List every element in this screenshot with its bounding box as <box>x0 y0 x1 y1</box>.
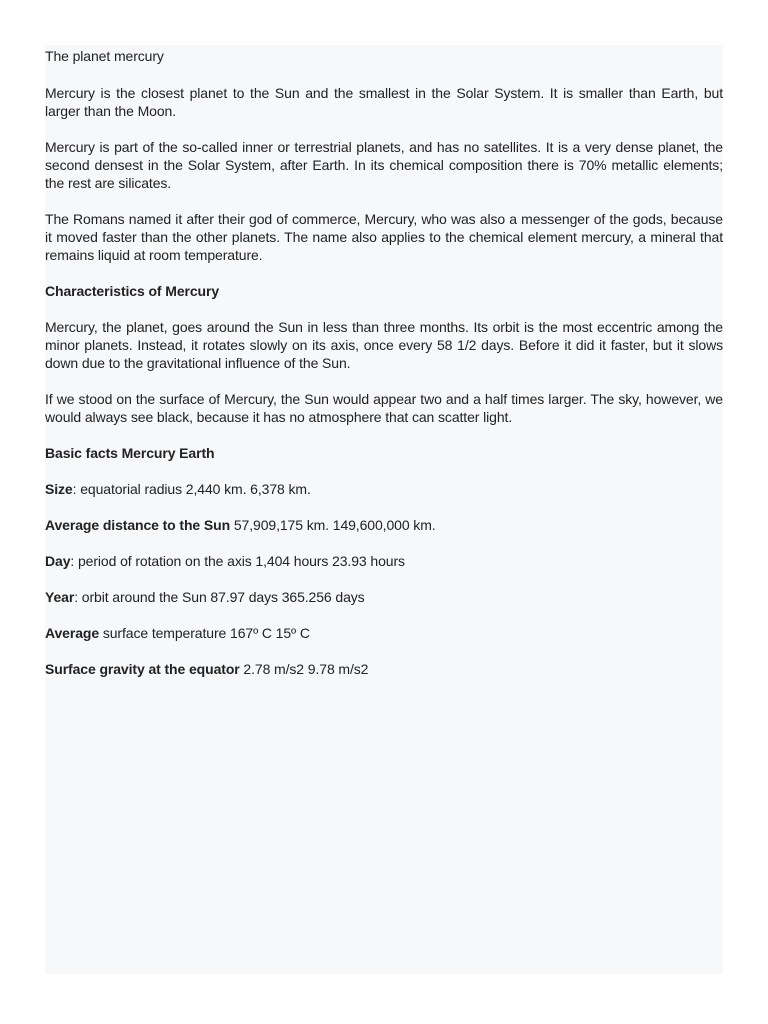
fact-label: Average distance to the Sun <box>45 517 231 533</box>
paragraph: Mercury is part of the so-called inner or terrestrial planets, and has no satellites. It is a very dense planet, the second densest in the Solar System, after Earth. In its chemical composition there is 70% metallic elements; the rest are silicates. <box>45 139 723 191</box>
fact-label: Surface gravity at the equator <box>45 661 240 677</box>
paragraph: The Romans named it after their god of commerce, Mercury, who was also a messenger of the gods, because it moved faster than the other planets. The name also applies to the chemical element mercury, a mineral that remains liquid at room temperature. <box>45 211 723 263</box>
document-body <box>45 47 723 678</box>
fact-value: 2.78 m/s2 9.78 m/s2 <box>239 661 369 677</box>
document-title: The planet mercury <box>45 48 164 64</box>
fact-label: Average <box>45 625 100 641</box>
paragraph: Mercury, the planet, goes around the Sun in less than three months. Its orbit is the most eccentric among the minor planets. Instead, it rotates slowly on its axis, once every 58 1/2 days. Before it did it faster, but it slows down due to the gravitational influence of the Sun. <box>45 319 723 371</box>
fact-year <box>45 588 723 606</box>
fact-day <box>45 552 723 570</box>
fact-value: 57,909,175 km. 149,600,000 km. <box>230 517 436 533</box>
paragraph: Mercury is the closest planet to the Sun and the smallest in the Solar System. It is smaller than Earth, but larger than the Moon. <box>45 85 723 119</box>
fact-value: surface temperature 167º C 15º C <box>99 625 310 641</box>
fact-gravity <box>45 660 723 678</box>
section-heading: Characteristics of Mercury <box>45 283 220 299</box>
fact-distance <box>45 516 723 534</box>
fact-value: : orbit around the Sun 87.97 days 365.256 days <box>74 589 365 605</box>
document-page <box>45 45 723 974</box>
facts-heading: Basic facts Mercury Earth <box>45 445 215 461</box>
fact-label: Day <box>45 553 71 569</box>
fact-temperature <box>45 624 723 642</box>
paragraph: If we stood on the surface of Mercury, the Sun would appear two and a half times larger. The sky, however, we would always see black, because it has no atmosphere that can scatter light. <box>45 391 723 425</box>
fact-value: : equatorial radius 2,440 km. 6,378 km. <box>72 481 311 497</box>
fact-value: : period of rotation on the axis 1,404 hours 23.93 hours <box>70 553 405 569</box>
fact-label: Year <box>45 589 75 605</box>
fact-label: Size <box>45 481 73 497</box>
fact-size <box>45 480 723 498</box>
